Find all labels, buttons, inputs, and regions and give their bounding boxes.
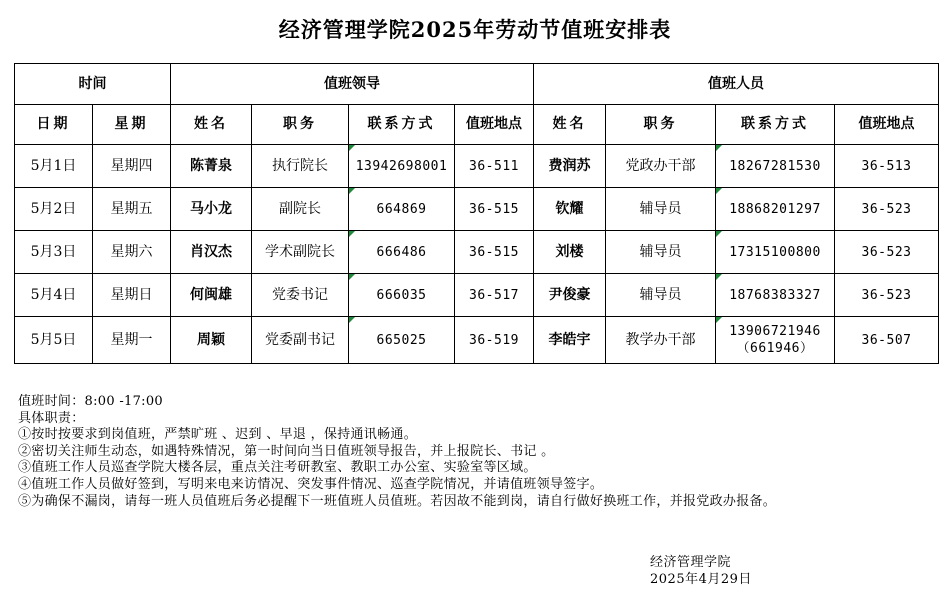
cell-leader-title: 学术副院长 — [252, 231, 349, 274]
comment-marker-icon — [349, 274, 355, 280]
cell-staff-name: 钦耀 — [534, 188, 606, 231]
duty-item: ②密切关注师生动态，如遇特殊情况，第一时间向当日值班领导报告，并上报院长、书记 。 — [18, 443, 555, 459]
cell-leader-location: 36-511 — [455, 145, 534, 188]
table-column-header-row — [15, 105, 939, 145]
col-header-leader-duty: 职务 — [252, 105, 349, 145]
cell-leader-title: 党委书记 — [252, 274, 349, 317]
cell-leader-name: 何闽雄 — [171, 274, 252, 317]
cell-staff-name: 尹俊豪 — [534, 274, 606, 317]
cell-leader-location: 36-515 — [455, 231, 534, 274]
group-header-staff: 值班人员 — [534, 64, 939, 105]
cell-leader-name: 周颖 — [171, 317, 252, 364]
group-header-time: 时间 — [15, 64, 171, 105]
cell-leader-title: 党委副书记 — [252, 317, 349, 364]
cell-leader-name: 肖汉杰 — [171, 231, 252, 274]
table-row — [15, 231, 939, 274]
comment-marker-icon — [716, 274, 722, 280]
cell-leader-name: 陈菁泉 — [171, 145, 252, 188]
cell-weekday: 星期六 — [93, 231, 171, 274]
cell-staff-contact: 17315100800 — [716, 231, 835, 274]
duty-item: ③值班工作人员巡查学院大楼各层，重点关注考研教室、教职工办公室、实验室等区域。 — [18, 460, 537, 476]
cell-staff-location: 36-513 — [835, 145, 939, 188]
cell-date: 5月3日 — [15, 231, 93, 274]
cell-leader-contact: 664869 — [349, 188, 455, 231]
table-row — [15, 317, 939, 364]
cell-staff-location: 36-523 — [835, 231, 939, 274]
cell-staff-location: 36-523 — [835, 274, 939, 317]
cell-staff-contact: 18868201297 — [716, 188, 835, 231]
cell-staff-contact: 18768383327 — [716, 274, 835, 317]
cell-date: 5月2日 — [15, 188, 93, 231]
duty-time: 值班时间：8:00 -17:00 — [18, 394, 163, 409]
cell-staff-name: 刘楼 — [534, 231, 606, 274]
cell-staff-location: 36-507 — [835, 317, 939, 364]
col-header-weekday: 星期 — [93, 105, 171, 145]
table-row — [15, 274, 939, 317]
cell-staff-location: 36-523 — [835, 188, 939, 231]
cell-leader-title: 副院长 — [252, 188, 349, 231]
cell-staff-title: 教学办干部 — [606, 317, 716, 364]
cell-leader-location: 36-517 — [455, 274, 534, 317]
comment-marker-icon — [349, 145, 355, 151]
col-header-staff-contact: 联系方式 — [716, 105, 835, 145]
col-header-staff-location: 值班地点 — [835, 105, 939, 145]
cell-staff-title: 辅导员 — [606, 231, 716, 274]
cell-leader-location: 36-515 — [455, 188, 534, 231]
duty-notes — [18, 394, 938, 510]
cell-leader-name: 马小龙 — [171, 188, 252, 231]
cell-date: 5月4日 — [15, 274, 93, 317]
cell-weekday: 星期一 — [93, 317, 171, 364]
cell-weekday: 星期四 — [93, 145, 171, 188]
col-header-leader-location: 值班地点 — [455, 105, 534, 145]
duty-schedule-table — [14, 63, 939, 364]
cell-leader-contact: 666035 — [349, 274, 455, 317]
group-header-leader: 值班领导 — [171, 64, 534, 105]
signature-date: 2025年4月29日 — [650, 571, 752, 587]
duty-item: ①按时按要求到岗值班，严禁旷班 、迟到 、早退 ，保持通讯畅通。 — [18, 427, 417, 443]
duty-item: ⑤为确保不漏岗，请每一班人员值班后务必提醒下一班值班人员值班。若因故不能到岗，请自行做好换班工作，并报党政办报备。 — [18, 493, 777, 509]
cell-leader-contact: 13942698001 — [349, 145, 455, 188]
comment-marker-icon — [716, 231, 722, 237]
cell-leader-title: 执行院长 — [252, 145, 349, 188]
col-header-leader-contact: 联系方式 — [349, 105, 455, 145]
table-row — [15, 145, 939, 188]
col-header-leader-name: 姓名 — [171, 105, 252, 145]
table-row — [15, 188, 939, 231]
cell-date: 5月1日 — [15, 145, 93, 188]
cell-staff-title: 辅导员 — [606, 274, 716, 317]
cell-staff-title: 辅导员 — [606, 188, 716, 231]
page-title: 经济管理学院2025年劳动节值班安排表 — [278, 17, 672, 42]
col-header-staff-duty: 职务 — [606, 105, 716, 145]
cell-leader-contact: 665025 — [349, 317, 455, 364]
cell-staff-contact: 13906721946 （661946） — [716, 317, 835, 364]
table-group-header-row — [15, 64, 939, 105]
comment-marker-icon — [349, 231, 355, 237]
cell-leader-location: 36-519 — [455, 317, 534, 364]
cell-staff-contact: 18267281530 — [716, 145, 835, 188]
duties-heading: 具体职责： — [18, 410, 85, 426]
comment-marker-icon — [349, 317, 355, 323]
cell-weekday: 星期日 — [93, 274, 171, 317]
cell-staff-title: 党政办干部 — [606, 145, 716, 188]
signature-block — [650, 555, 752, 588]
cell-leader-contact: 666486 — [349, 231, 455, 274]
duty-item: ④值班工作人员做好签到，写明来电来访情况、突发事件情况、巡查学院情况，并请值班领导签字。 — [18, 476, 604, 492]
col-header-staff-name: 姓名 — [534, 105, 606, 145]
cell-staff-name: 费润苏 — [534, 145, 606, 188]
signature-org: 经济管理学院 — [650, 555, 732, 570]
comment-marker-icon — [716, 188, 722, 194]
cell-weekday: 星期五 — [93, 188, 171, 231]
cell-date: 5月5日 — [15, 317, 93, 364]
col-header-date: 日期 — [15, 105, 93, 145]
comment-marker-icon — [716, 145, 722, 151]
cell-staff-name: 李皓宇 — [534, 317, 606, 364]
comment-marker-icon — [349, 188, 355, 194]
comment-marker-icon — [716, 317, 722, 323]
